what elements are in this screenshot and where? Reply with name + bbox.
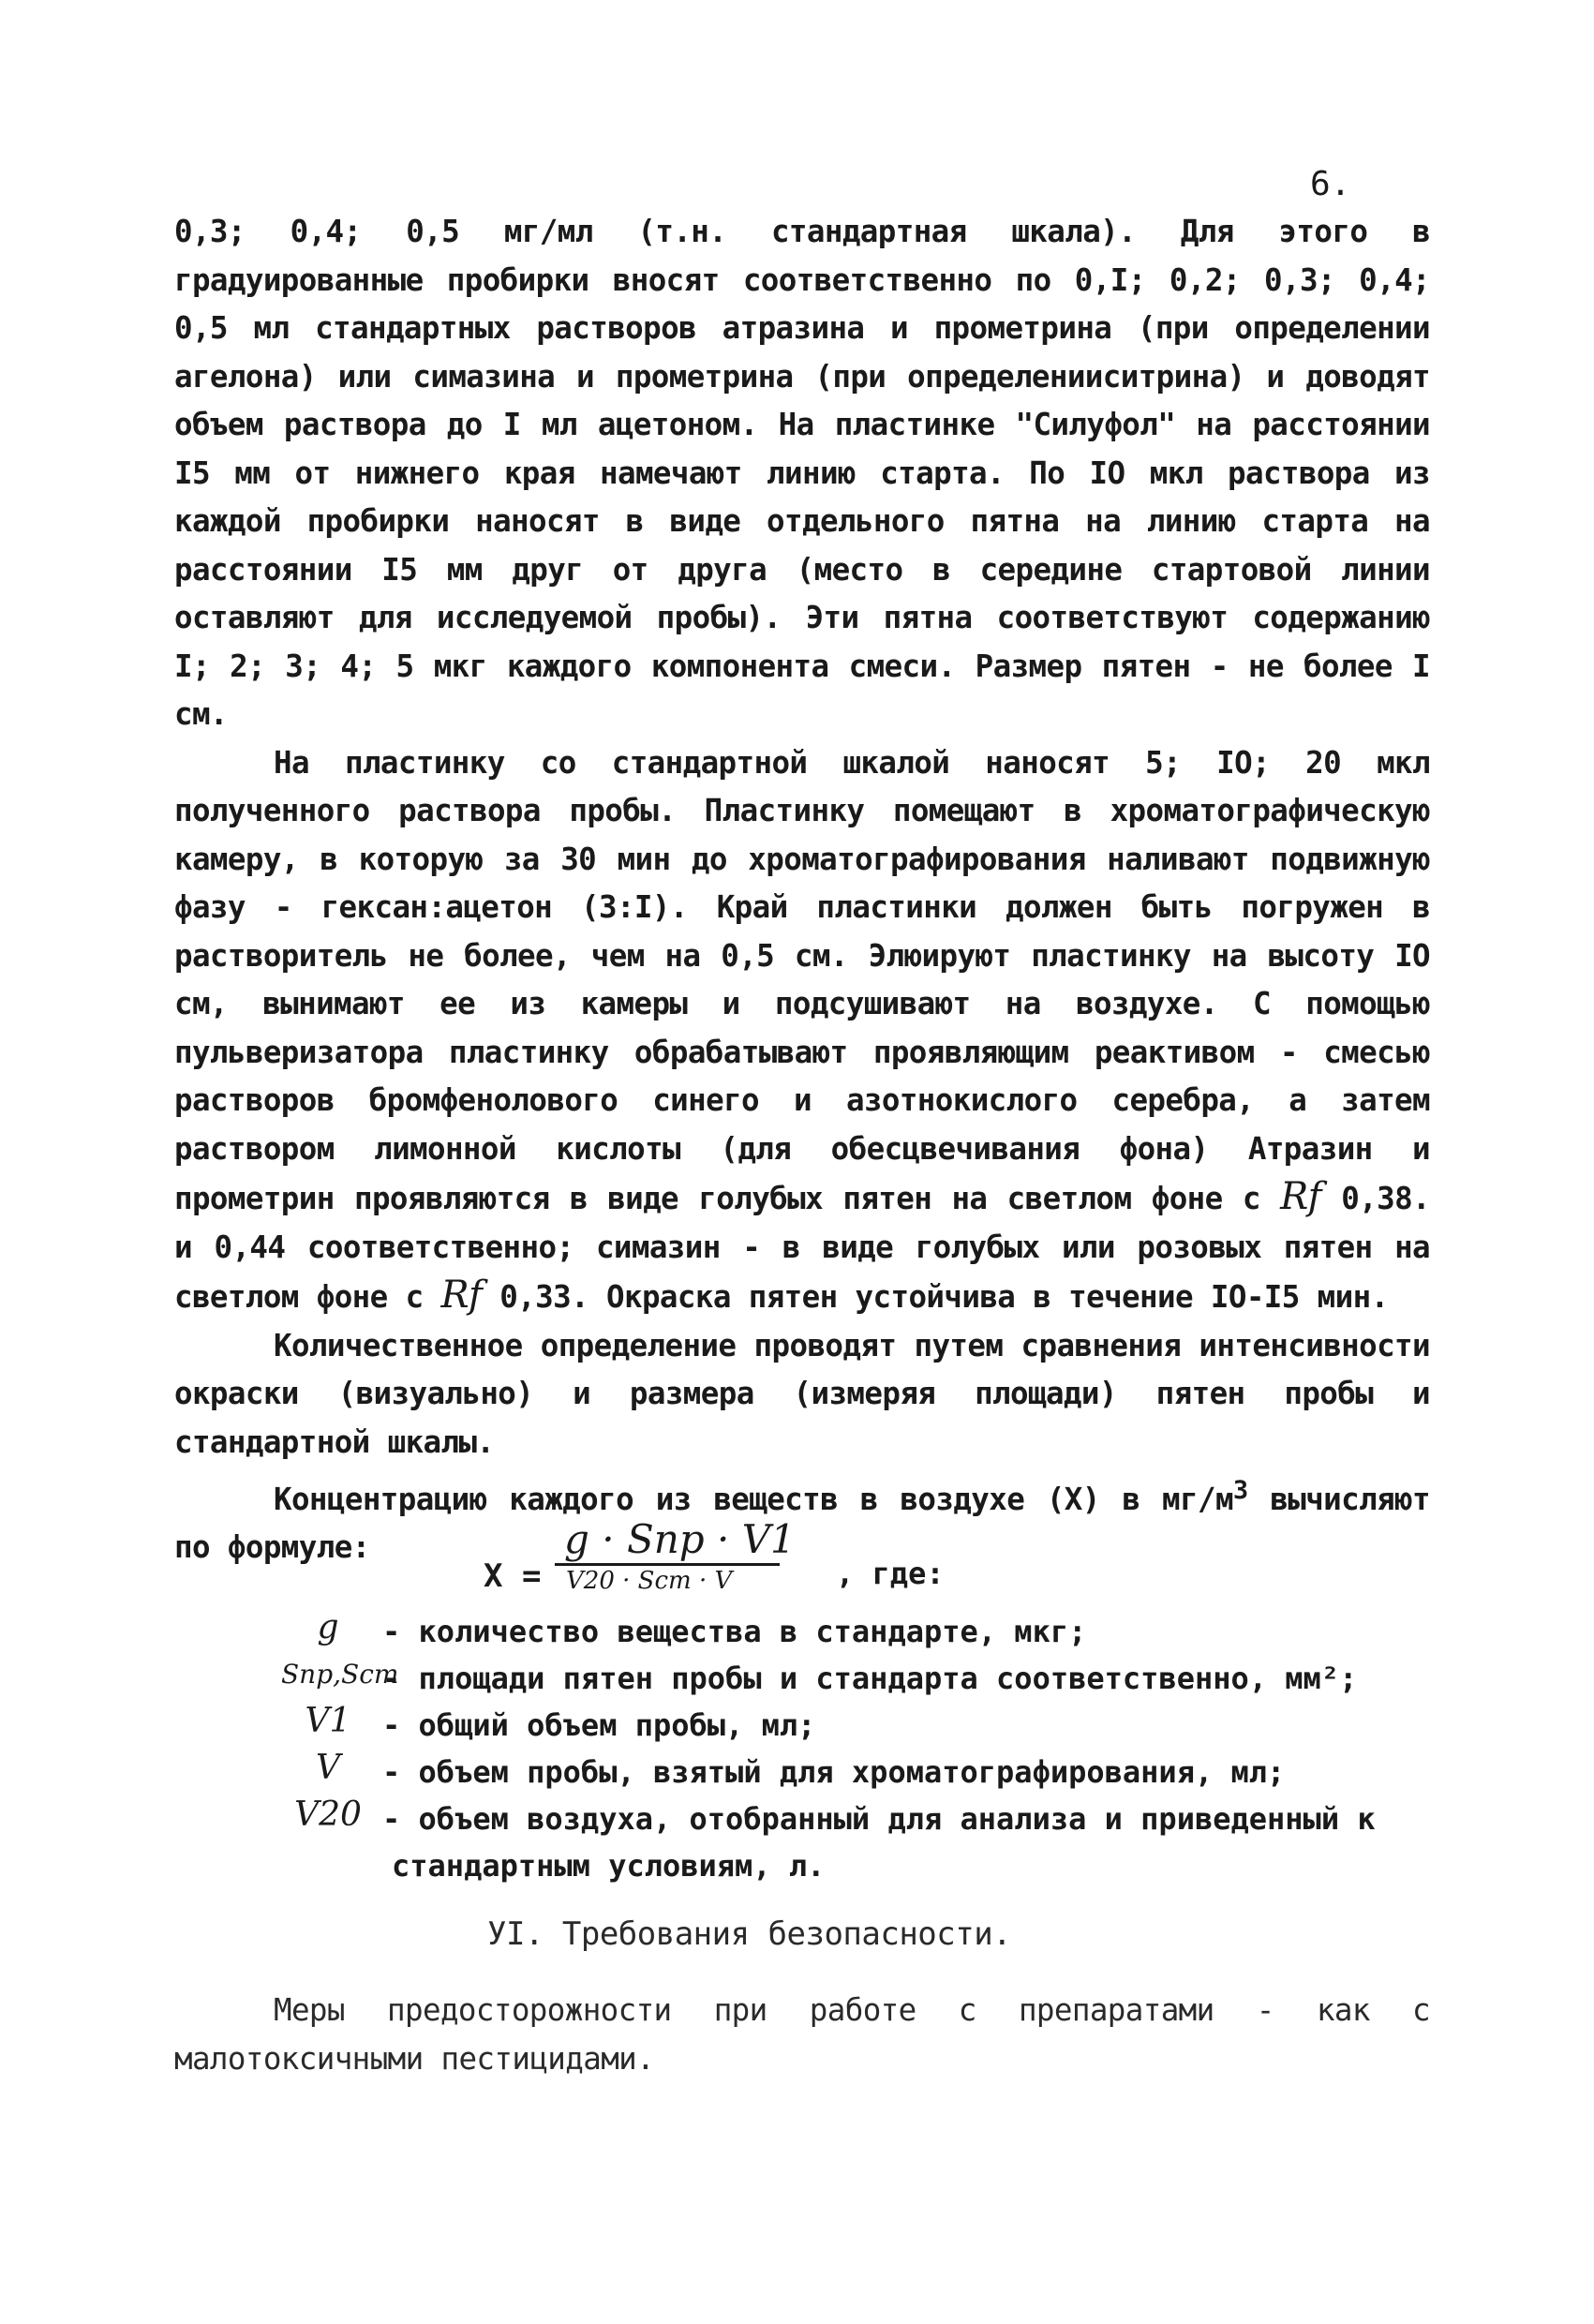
formula-denominator: V20 · Sст · V	[566, 1567, 733, 1595]
formula-where: , где:	[836, 1556, 945, 1591]
legend-row	[281, 1795, 1406, 1842]
legend-text: - объем воздуха, отобранный для анализа и приведенный к	[382, 1801, 1376, 1837]
legend-text: - общий объем пробы, мл;	[382, 1707, 816, 1743]
legend-symbol: V20	[294, 1795, 362, 1834]
paragraph-text: вычисляют по формуле:	[174, 1481, 1430, 1566]
rf-handwritten-1: Rf	[1280, 1175, 1321, 1218]
final-text	[174, 1987, 1430, 2083]
legend-row	[281, 1608, 1406, 1655]
legend-symbol: g	[317, 1608, 339, 1646]
legend-symbol: Sпр,Sст	[281, 1659, 399, 1690]
legend-text: - площади пятен пробы и стандарта соответственно, мм²;	[382, 1661, 1358, 1696]
paragraph-text: Количественное определение проводят путем сравнения интенсивности окраски (визуально) и размера (измеряя площади) пятен пробы и стандартной шкалы.	[174, 1327, 1430, 1460]
superscript: 3	[1232, 1476, 1248, 1505]
paragraph-text: 0,38. и 0,44 соответственно; симазин - в виде голубых или розовых пятен на светлом фоне с	[174, 1181, 1431, 1315]
formula-legend	[281, 1608, 1406, 1889]
paragraph-quantitative	[174, 1322, 1430, 1467]
paragraph-standard-scale	[174, 208, 1430, 739]
legend-text: - объем пробы, взятый для хроматографирования, мл;	[382, 1754, 1286, 1790]
paragraph-text: 0,3; 0,4; 0,5 мг/мл (т.н. стандартная шкала). Для этого в градуированные пробирки вносят соответственно по 0,I; 0,2; 0,3; 0,4; 0,5 мл стандартных растворов атразина и прометрина (при определении агелона) или симазина и прометрина (при определенииситрина) и доводят объем раствора до I мл ацетоном. На пластинке "Силуфол" на расстоянии I5 мм от нижнего края намечают линию старта. По IO мкл раствора из каждой пробирки наносят в виде отдельного пятна на линию старта на расстоянии I5 мм друг от друга (место в середине стартовой линии оставляют для исследуемой пробы). Эти пятна соответствуют содержанию I; 2; 3; 4; 5 мкг каждого компонента смеси. Размер пятен - не более I см.	[174, 214, 1430, 732]
page-number: 6.	[1310, 165, 1351, 203]
fraction-bar	[555, 1563, 780, 1566]
paragraph-chromatography	[174, 739, 1430, 1322]
legend-text-continuation: стандартным условиям, л.	[392, 1848, 826, 1884]
legend-text: - количество вещества в стандарте, мкг;	[382, 1614, 1087, 1649]
paragraph-text: 0,33. Окраска пятен устойчива в течение IO-I5 мин.	[499, 1279, 1389, 1315]
legend-row-continuation	[281, 1842, 1406, 1889]
paragraph-safety: Меры предосторожности при работе с препаратами - как с малотоксичными пестицидами.	[174, 1992, 1430, 2077]
section-title: УI. Требования безопасности.	[487, 1915, 1012, 1953]
legend-row	[281, 1655, 1406, 1702]
legend-symbol: V1	[305, 1702, 351, 1740]
legend-row	[281, 1749, 1406, 1795]
legend-symbol: V	[316, 1749, 340, 1787]
formula-numerator: g · Sпр · V1	[564, 1516, 796, 1562]
rf-handwritten-2: Rf	[440, 1274, 483, 1317]
legend-row	[281, 1702, 1406, 1749]
paragraph-text: На пластинку со стандартной шкалой наносят 5; IO; 20 мкл полученного раствора пробы. Пластинку помещают в хроматографическую камеру, в которую за 30 мин до хроматографирования наливают подвижную фазу - гексан:ацетон (3:I). Край пластинки должен быть погружен в растворитель не более, чем на 0,5 см. Элюируют пластинку на высоту IO см, вынимают ее из камеры и подсушивают на воздухе. С помощью пульверизатора пластинку обрабатывают проявляющим реактивом - смесью растворов бромфенолового синего и азотнокислого серебра, а затем раствором лимонной кислоты (для обесцвечивания фона) Атразин и прометрин проявляются в виде голубых пятен на светлом фоне с	[174, 744, 1430, 1216]
paragraph-text: Концентрацию каждого из веществ в воздухе (Х) в мг/м	[274, 1481, 1233, 1517]
main-text	[174, 208, 1430, 1572]
formula-lhs: X =	[484, 1557, 542, 1595]
